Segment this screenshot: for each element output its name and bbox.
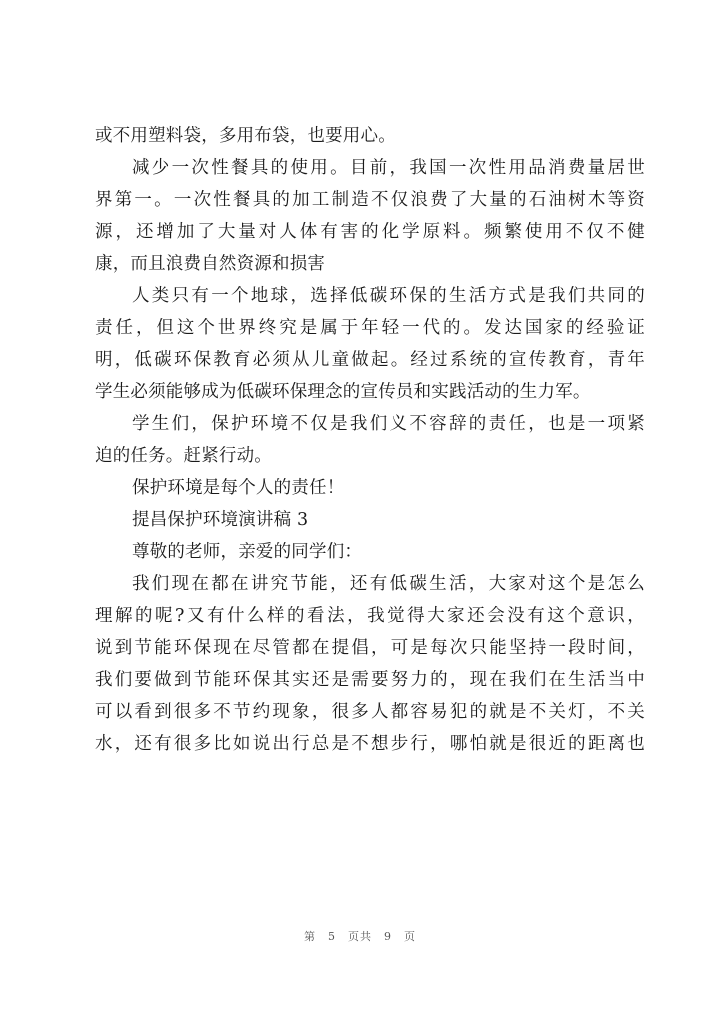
current-page-number: 5 bbox=[328, 930, 336, 943]
paragraph-line: 或不用塑料袋，多用布袋，也要用心。 bbox=[95, 126, 396, 146]
page-label-mid: 页共 bbox=[348, 930, 372, 943]
page-label-prefix: 第 bbox=[304, 930, 316, 943]
total-pages-number: 9 bbox=[384, 930, 392, 943]
paragraph-line: 源，还增加了大量对人体有害的化学原料。频繁使用不仅不健 bbox=[95, 222, 645, 242]
paragraph-line: 说到节能环保现在尽管都在提倡，可是每次只能坚持一段时间， bbox=[95, 638, 645, 658]
page-footer bbox=[0, 928, 720, 944]
paragraph-line: 理解的呢?又有什么样的看法，我觉得大家还会没有这个意识， bbox=[95, 606, 645, 626]
paragraph-line: 康，而且浪费自然资源和损害 bbox=[95, 254, 326, 274]
paragraph-line: 迫的任务。赶紧行动。 bbox=[95, 446, 272, 466]
paragraph-line: 界第一。一次性餐具的加工制造不仅浪费了大量的石油树木等资 bbox=[95, 190, 645, 210]
page-label-suffix: 页 bbox=[404, 930, 416, 943]
paragraph-line: 学生必须能够成为低碳环保理念的宣传员和实践活动的生力军。 bbox=[95, 382, 591, 402]
salutation: 尊敬的老师，亲爱的同学们： bbox=[132, 542, 363, 562]
paragraph-line: 明，低碳环保教育必须从儿童做起。经过系统的宣传教育，青年 bbox=[95, 350, 645, 370]
paragraph-line: 水，还有很多比如说出行总是不想步行，哪怕就是很近的距离也 bbox=[95, 734, 645, 754]
paragraph-line: 人类只有一个地球，选择低碳环保的生活方式是我们共同的 bbox=[132, 286, 645, 306]
section-heading: 提昌保护环境演讲稿 3 bbox=[132, 510, 309, 530]
paragraph-line: 保护环境是每个人的责任！ bbox=[132, 478, 345, 498]
paragraph-line: 学生们，保护环境不仅是我们义不容辞的责任，也是一项紧 bbox=[132, 414, 645, 434]
paragraph-line: 责任，但这个世界终究是属于年轻一代的。发达国家的经验证 bbox=[95, 318, 645, 338]
paragraph-line: 我们要做到节能环保其实还是需要努力的，现在我们在生活当中 bbox=[95, 670, 645, 690]
paragraph-line: 可以看到很多不节约现象，很多人都容易犯的就是不关灯，不关 bbox=[95, 702, 645, 722]
paragraph-line: 我们现在都在讲究节能，还有低碳生活，大家对这个是怎么 bbox=[132, 574, 645, 594]
document-body bbox=[95, 120, 645, 760]
paragraph-line: 减少一次性餐具的使用。目前，我国一次性用品消费量居世 bbox=[132, 158, 645, 178]
